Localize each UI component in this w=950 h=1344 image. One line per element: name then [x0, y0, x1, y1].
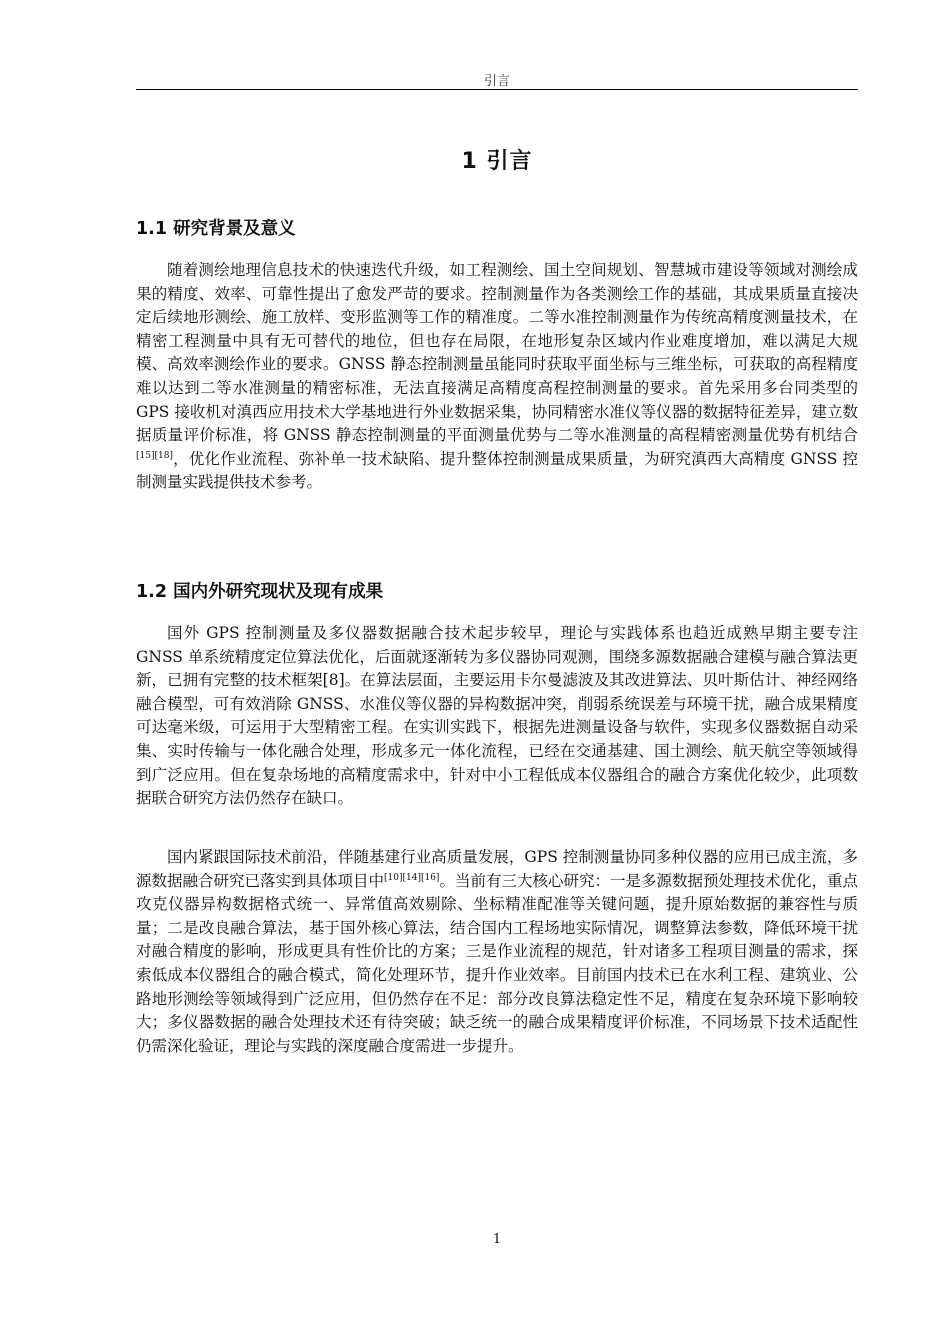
chapter-title: 1 引言 — [461, 149, 533, 174]
header-rule — [136, 89, 858, 90]
section-heading-1-1: 1.1 研究背景及意义 — [136, 219, 296, 239]
citation-reference[interactable]: [15][18] — [136, 450, 173, 461]
text-run: 。当前有三大核心研究：一是多源数据预处理技术优化，重点攻克仪器异构数据格式统一、异常值高效剔除、坐标精准配准等关键问题，提升原始数据的兼容性与质量；二是改良融合算法，基于国外核心算法，结合国内工程场地实际情况，调整算法参数，降低环境干扰对融合精度的影响，形成更具有性价比的方案；三是作业流程的规范，针对诸多工程项目测量的需求，探索低成本仪器组合的融合模式，简化处理环节，提升作业效率。目前国内技术已在水利工程、建筑业、公路地形测绘等领域得到广泛应用，但仍然存在不足：部分改良算法稳定性不足，精度在复杂环境下影响较大；多仪器数据的融合处理技术还有待突破；缺乏统一的融合成果精度评价标准，不同场景下技术适配性仍需深化验证，理论与实践的深度融合度需进一步提升。 — [136, 871, 858, 1055]
section-heading-1-2: 1.2 国内外研究现状及现有成果 — [136, 582, 384, 602]
citation-reference[interactable]: [10][14][16] — [384, 872, 440, 883]
running-header-title: 引言 — [483, 74, 510, 89]
page-number: 1 — [492, 1232, 502, 1247]
text-run: 国内紧跟国际技术前沿，伴随基建行业高质量发展，GPS 控制测量协同多种仪器的应用已成主流，多源数据融合研究已落实到具体项目中 — [136, 848, 858, 890]
paragraph-background — [136, 259, 858, 495]
text-run: 国外 GPS 控制测量及多仪器数据融合技术起步较早，理论与实践体系也趋近成熟早期主要专注 GNSS 单系统精度定位算法优化，后面就逐渐转为多仪器协同观测，围绕多源数据融合建模与融合算法更新，已拥有完整的技术框架[8]。在算法层面，主要运用卡尔曼滤波及其改进算法、贝叶斯估计、神经网络融合模型，可有效消除 GNSS、水准仪等仪器的异构数据冲突，削弱系统误差与环境干扰，融合成果精度可达毫米级，可运用于大型精密工程。在实训实践下，根据先进测量设备与软件，实现多仪器数据自动采集、实时传输与一体化融合处理，形成多元一体化流程，已经在交通基建、国土测绘、航天航空等领域得到广泛应用。但在复杂场地的高精度需求中，针对中小工程低成本仪器组合的融合方案优化较少，此项数据联合研究方法仍然存在缺口。 — [136, 624, 858, 808]
paragraph-foreign-research — [136, 622, 858, 811]
paragraph-domestic-research — [136, 846, 858, 1058]
text-run: 随着测绘地理信息技术的快速迭代升级，如工程测绘、国土空间规划、智慧城市建设等领域对测绘成果的精度、效率、可靠性提出了愈发严苛的要求。控制测量作为各类测绘工作的基础，其成果质量直接决定后续地形测绘、施工放样、变形监测等工作的精准度。二等水准控制测量作为传统高精度测量技术，在精密工程测量中具有无可替代的地位，但也存在局限，在地形复杂区域内作业难度增加，难以满足大规模、高效率测绘作业的要求。GNSS 静态控制测量虽能同时获取平面坐标与三维坐标，可获取的高程精度难以达到二等水准测量的精密标准，无法直接满足高精度高程控制测量的要求。首先采用多台同类型的 GPS 接收机对滇西应用技术大学基地进行外业数据采集，协同精密水准仪等仪器的数据特征差异，建立数据质量评价标准，将 GNSS 静态控制测量的平面测量优势与二等水准测量的高程精密测量优势有机结合 — [136, 261, 858, 445]
text-run: ，优化作业流程、弥补单一技术缺陷、提升整体控制测量成果质量，为研究滇西大高精度 GNSS 控制测量实践提供技术参考。 — [136, 449, 858, 492]
